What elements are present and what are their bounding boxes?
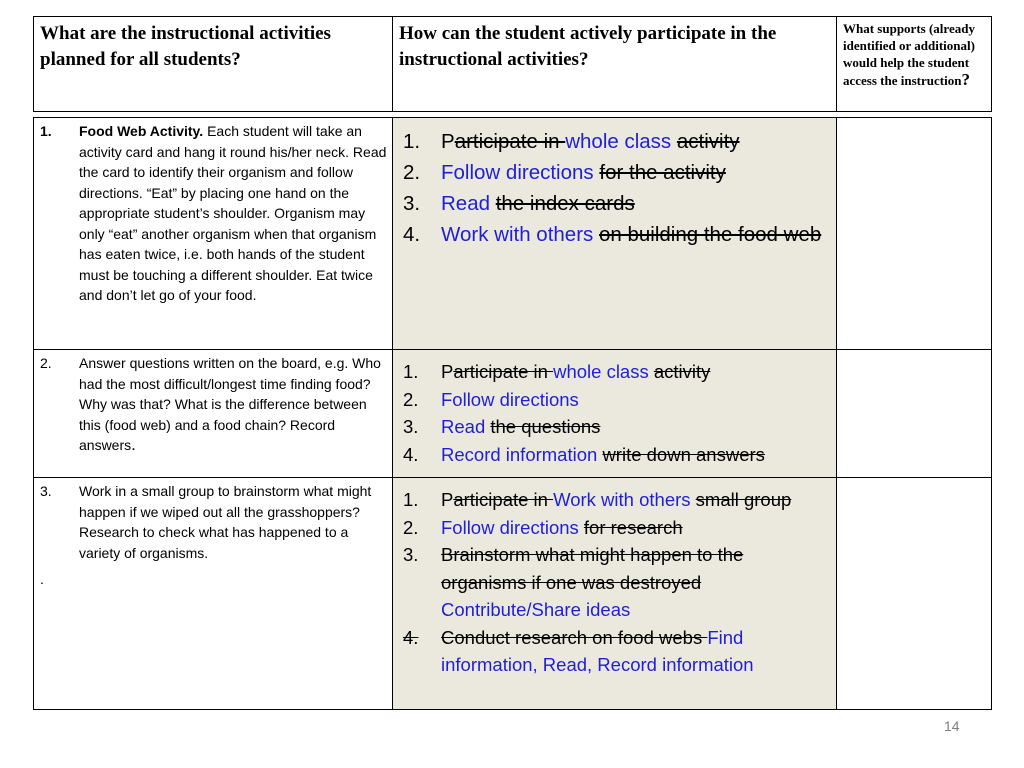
struck-text: the questions bbox=[490, 416, 601, 437]
struck-text: articipate in bbox=[454, 130, 566, 153]
activity-cell-3 bbox=[34, 478, 393, 710]
participation-list bbox=[393, 478, 836, 679]
struck-text: articipate in bbox=[453, 361, 554, 382]
page-number: 14 bbox=[944, 718, 960, 734]
activity-cell-2 bbox=[34, 350, 393, 478]
struck-text: Brainstorm what might happen to the organisms if one was destroyed bbox=[441, 544, 744, 593]
activity-description: Each student will take an activity card and hang it round his/her neck. Read the card to identify their organism and follow directions. “Eat” by placing one hand on the appropriate student’s shoulder. Organism may only “eat” another organism when that organism has eaten twice, i.e. both hands of the student must be touching a different shoulder. Eat twice and don’t let go of your food. bbox=[79, 123, 387, 303]
participation-list bbox=[393, 118, 836, 250]
activity-number: 3. bbox=[40, 483, 52, 499]
struck-text: activity bbox=[653, 361, 711, 382]
struck-text: the index cards bbox=[495, 192, 635, 215]
activity-number: 1. bbox=[40, 123, 52, 139]
list-item bbox=[403, 441, 832, 469]
supports-cell-2 bbox=[837, 350, 992, 478]
list-item bbox=[403, 188, 832, 219]
item-number: 1. bbox=[403, 489, 419, 510]
struck-text: articipate in bbox=[453, 489, 554, 510]
table-row bbox=[34, 350, 992, 478]
item-number: 3. bbox=[403, 416, 419, 437]
list-item bbox=[403, 624, 832, 679]
item-number: 2. bbox=[403, 516, 419, 538]
revised-text: Work with others bbox=[441, 223, 599, 246]
participation-cell-2 bbox=[393, 350, 837, 478]
header-participation: How can the student actively participate in the instructional activities? bbox=[393, 17, 837, 112]
item-text: P bbox=[441, 489, 454, 510]
list-item bbox=[403, 541, 832, 624]
list-item bbox=[403, 219, 832, 250]
item-number: 1. bbox=[403, 130, 421, 153]
revised-text: Work with others bbox=[553, 489, 696, 510]
header-supports-mark: ? bbox=[961, 70, 970, 89]
struck-text: activity bbox=[676, 130, 740, 153]
activity-title: Food Web Activity. bbox=[79, 123, 204, 139]
revised-text: Follow directions bbox=[441, 161, 600, 184]
item-number: 2. bbox=[403, 161, 421, 184]
revised-text: Find information, Read, Record information bbox=[441, 626, 754, 675]
activities-table bbox=[33, 117, 992, 710]
item-number: 2. bbox=[403, 388, 419, 410]
header-supports bbox=[837, 17, 992, 112]
supports-cell-1 bbox=[837, 118, 992, 350]
item-number: 4. bbox=[403, 626, 419, 648]
activity-number: 2. bbox=[40, 355, 52, 371]
struck-text: on building the food web bbox=[598, 223, 822, 246]
supports-cell-3 bbox=[837, 478, 992, 710]
struck-text: for research bbox=[583, 516, 683, 538]
item-number: 3. bbox=[403, 544, 419, 565]
item-number: 4. bbox=[403, 443, 419, 465]
item-text: P bbox=[441, 361, 454, 382]
revised-text: Follow directions bbox=[441, 388, 579, 410]
header-activities: What are the instructional activities planned for all students? bbox=[34, 17, 393, 112]
header-supports-text: What supports (already identified or additional) would help the student access the instruction bbox=[843, 21, 975, 88]
list-item bbox=[403, 486, 832, 514]
participation-cell-1 bbox=[393, 118, 837, 350]
struck-text: small group bbox=[695, 489, 792, 510]
list-item bbox=[403, 413, 832, 441]
list-item bbox=[403, 358, 832, 386]
revised-text: Contribute/Share ideas bbox=[441, 599, 631, 620]
list-item bbox=[403, 126, 832, 157]
struck-text: for the activity bbox=[599, 161, 726, 184]
revised-text: Read bbox=[441, 416, 491, 437]
header-table bbox=[33, 16, 992, 112]
revised-text: whole class bbox=[565, 130, 677, 153]
activity-description: Work in a small group to brainstorm what might happen if we wiped out all the grasshoppers? Research to check what has happened to a variety of organisms. bbox=[79, 483, 372, 561]
participation-list bbox=[393, 350, 836, 468]
struck-text: Conduct research on food webs bbox=[441, 626, 708, 648]
table-row bbox=[34, 478, 992, 710]
revised-text: whole class bbox=[553, 361, 654, 382]
activity-description: Answer questions written on the board, e.g. Who had the most difficult/longest time finding food? Why was that? What is the difference between this (food web) and a food chain? Record answers bbox=[79, 355, 381, 453]
item-number: 4. bbox=[403, 223, 421, 246]
revised-text: Follow directions bbox=[441, 516, 584, 538]
revised-text: Record information bbox=[441, 443, 603, 465]
activity-cell-1 bbox=[34, 118, 393, 350]
list-item bbox=[403, 386, 832, 414]
item-number: 1. bbox=[403, 361, 419, 382]
list-item bbox=[403, 157, 832, 188]
participation-cell-3 bbox=[393, 478, 837, 710]
table-row bbox=[34, 118, 992, 350]
item-text: P bbox=[441, 130, 455, 153]
list-item bbox=[403, 514, 832, 542]
item-number: 3. bbox=[403, 192, 421, 215]
revised-text: Read bbox=[441, 192, 496, 215]
trailing-mark: . bbox=[40, 571, 44, 587]
struck-text: write down answers bbox=[602, 443, 765, 465]
activity-end-mark: . bbox=[131, 435, 136, 454]
